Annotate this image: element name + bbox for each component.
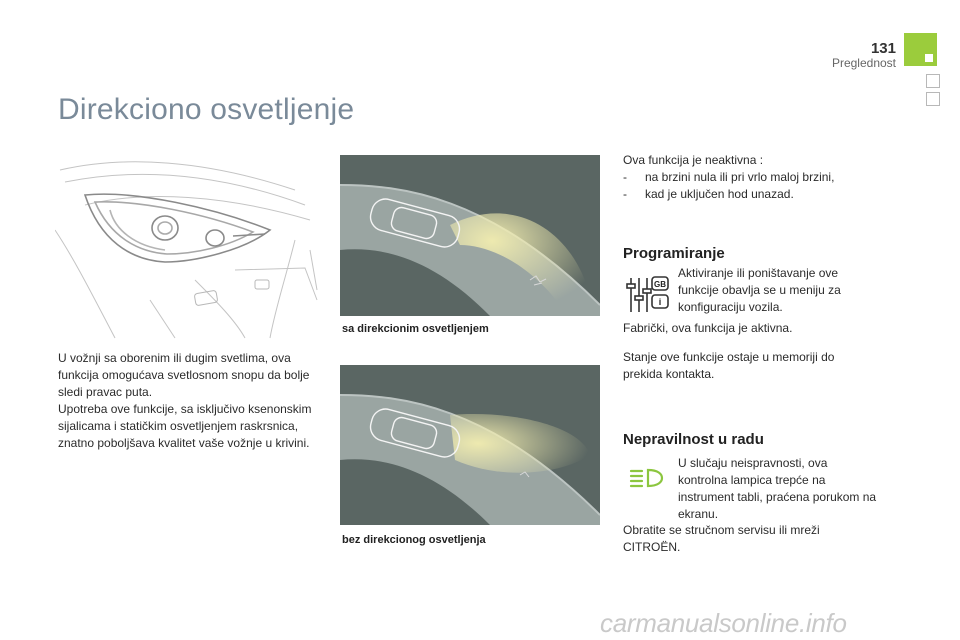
section-tab[interactable]: [926, 92, 940, 106]
image-without-directional-lighting: [340, 365, 600, 525]
intro-paragraph: Upotreba ove funkcije, sa isključivo ksenonskim sijalicama i statičkim osvetljenjem raskrsnica, znatno poboljšava kvalitet vaše vožnje u krivini.: [58, 402, 312, 450]
intro-paragraph: U vožnji sa oborenim ili dugim svetlima, ova funkcija omogućava svetlosnom snopu da bolje sledi pravac puta.: [58, 351, 310, 399]
inactive-intro: Ova funkcija je neaktivna :: [623, 153, 764, 167]
list-item: - na brzini nula ili pri vrlo maloj brzini,: [623, 170, 835, 184]
malfunction-contact: Obratite se stručnom servisu ili mreži CITROËN.: [623, 523, 820, 554]
watermark: carmanualsonline.info: [600, 608, 847, 638]
headlamp-illustration: [55, 150, 320, 340]
page-number: 131: [870, 40, 896, 57]
directional-lighting-warning-icon: [628, 465, 666, 491]
image-caption: sa direkcionim osvetljenjem: [342, 323, 489, 335]
info-badge-text: i: [658, 297, 662, 307]
image-with-directional-lighting: [340, 155, 600, 316]
section-name: Preglednost: [831, 56, 896, 70]
programming-memory: Stanje ove funkcije ostaje u memoriji do prekida kontakta.: [623, 350, 835, 381]
programming-default: Fabrički, ova funkcija je aktivna.: [623, 321, 793, 335]
list-item: - kad je uključen hod unazad.: [623, 187, 794, 201]
programming-icon-text: Aktiviranje ili poništavanje ove funkcije obavlja se u meniju za konfiguraciju vozila.: [678, 266, 841, 314]
page-title: Direkciono osvetljenje: [58, 93, 355, 126]
malfunction-heading: Nepravilnost u radu: [623, 431, 764, 448]
section-tab-active[interactable]: [904, 33, 937, 66]
malfunction-icon-text: U slučaju neispravnosti, ova kontrolna lampica trepće na instrument tabli, praćena porukom na ekranu.: [678, 456, 877, 521]
settings-menu-icon: [624, 274, 670, 314]
section-tab[interactable]: [926, 74, 940, 88]
programming-heading: Programiranje: [623, 245, 725, 262]
gb-badge-text: GB: [654, 280, 666, 289]
image-caption: bez direkcionog osvetljenja: [342, 534, 486, 546]
